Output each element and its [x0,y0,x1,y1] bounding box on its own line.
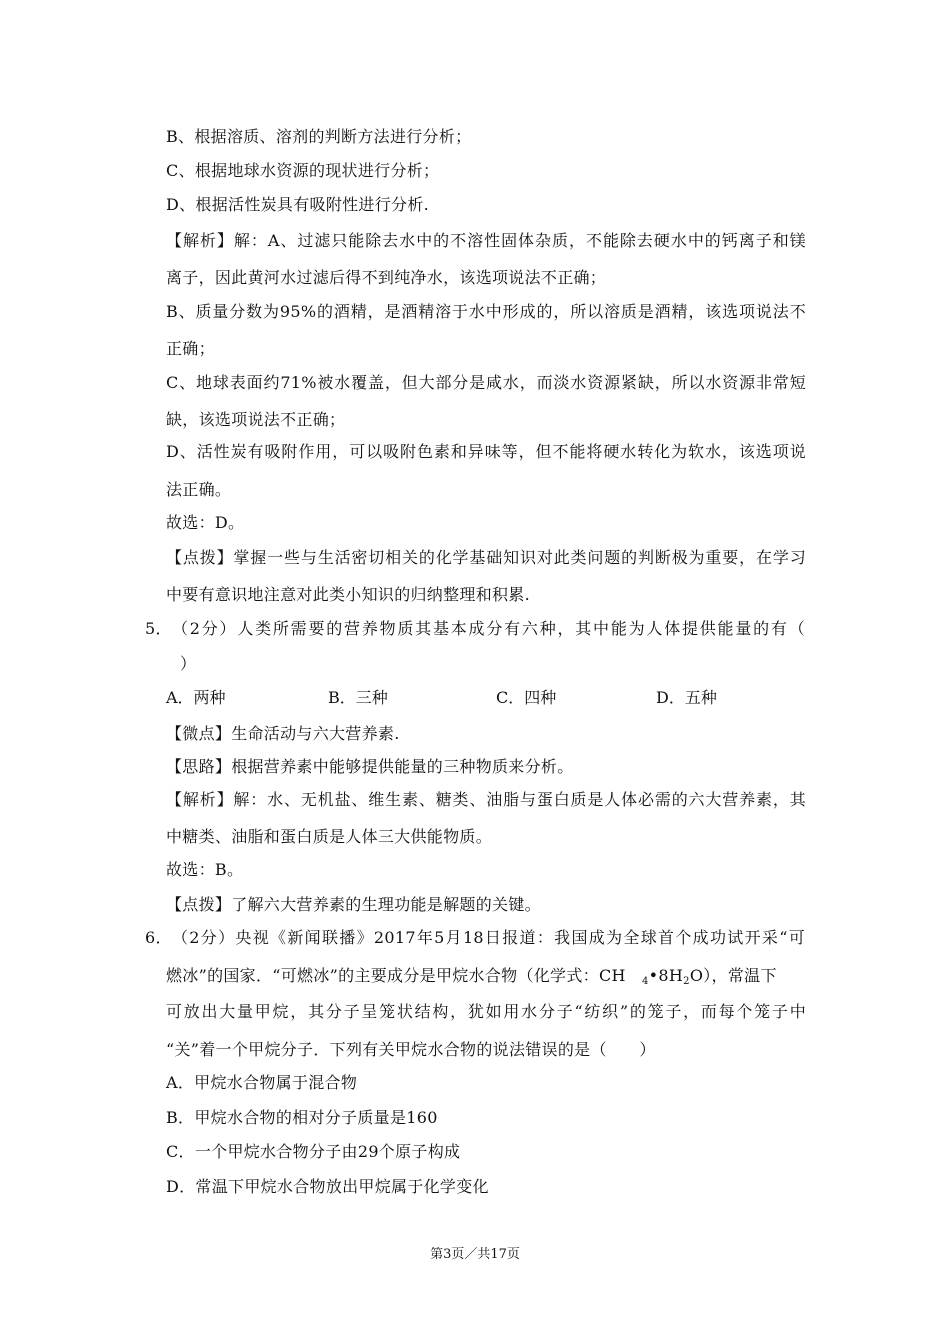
answer-line: 故选：D。 [166,513,245,532]
question-6-option-c: C．一个甲烷水合物分子由29个原子构成 [166,1142,461,1161]
text-line: C、地球表面约71%被水覆盖，但大部分是咸水，而淡水资源紧缺，所以水资源非常短 [166,373,806,392]
question-5-option-a: A．两种 [166,688,226,707]
question-5-option-c: C．四种 [496,688,557,707]
question-5-analysis: 中糖类、油脂和蛋白质是人体三大供能物质。 [166,827,493,846]
analysis-heading-line: 【解析】解：A、过滤只能除去水中的不溶性固体杂质，不能除去硬水中的钙离子和镁 [166,231,806,250]
formula-part: •8H [648,966,684,985]
page-footer: 第3页／共17页 [430,1247,520,1262]
question-5-option-b: B．三种 [328,688,388,707]
question-6-stem: 可放出大量甲烷，其分子呈笼状结构，犹如用水分子“纺织”的笼子，而每个笼子中 [166,1002,806,1021]
question-5-tip: 【点拨】了解六大营养素的生理功能是解题的关键。 [166,895,541,914]
text-line: 法正确。 [166,480,232,499]
question-6-option-a: A．甲烷水合物属于混合物 [166,1073,358,1092]
subscript: 2 [683,976,690,987]
question-6-option-d: D．常温下甲烷水合物放出甲烷属于化学变化 [166,1177,489,1196]
tip-line: 【点拨】掌握一些与生活密切相关的化学基础知识对此类问题的判断极为重要，在学习 [166,548,806,567]
text-line: C、根据地球水资源的现状进行分析； [166,161,440,180]
question-6-option-b: B．甲烷水合物的相对分子质量是160 [166,1108,438,1127]
text-line: 缺，该选项说法不正确； [166,410,346,429]
question-5-analysis: 【解析】解：水、无机盐、维生素、糖类、油脂与蛋白质是人体必需的六大营养素，其 [166,790,806,809]
question-6-stem-part: 燃冰”的国家．“可燃冰”的主要成分是甲烷水合物（化学式：CH [166,966,626,985]
text-line: 正确； [166,339,215,358]
question-6-stem: “关”着一个甲烷分子．下列有关甲烷水合物的说法错误的是（ ） [166,1040,656,1059]
text-line: D、根据活性炭具有吸附性进行分析. [166,195,430,214]
question-5-silu: 【思路】根据营养素中能够提供能量的三种物质来分析。 [166,757,574,776]
subscript: 4 [642,976,649,987]
question-6-stem: （2分）央视《新闻联播》2017年5月18日报道：我国成为全球首个成功试开采“可 [172,928,805,947]
text-line: 离子，因此黄河水过滤后得不到纯净水，该选项说法不正确； [166,268,607,287]
question-5-number: 5． [145,619,172,638]
question-5-option-d: D．五种 [656,688,717,707]
text-line: D、活性炭有吸附作用，可以吸附色素和异味等，但不能将硬水转化为软水，该选项说 [166,442,806,461]
question-6-formula [642,966,777,986]
text-line: B、质量分数为95%的酒精，是酒精溶于水中形成的，所以溶质是酒精，该选项说法不 [166,302,806,321]
question-6-number: 6． [145,928,172,947]
tip-line: 中要有意识地注意对此类小知识的归纳整理和积累. [166,585,530,604]
text-line: B、根据溶质、溶剂的判断方法进行分析； [166,127,472,146]
question-5-weidian: 【微点】生命活动与六大营养素. [166,724,400,743]
formula-part: O），常温下 [689,966,777,985]
question-5-stem: （2分）人类所需要的营养物质其基本成分有六种，其中能为人体提供能量的有（ [172,619,805,638]
question-5-stem-close: ） [180,654,197,673]
question-5-answer: 故选：B。 [166,860,244,879]
